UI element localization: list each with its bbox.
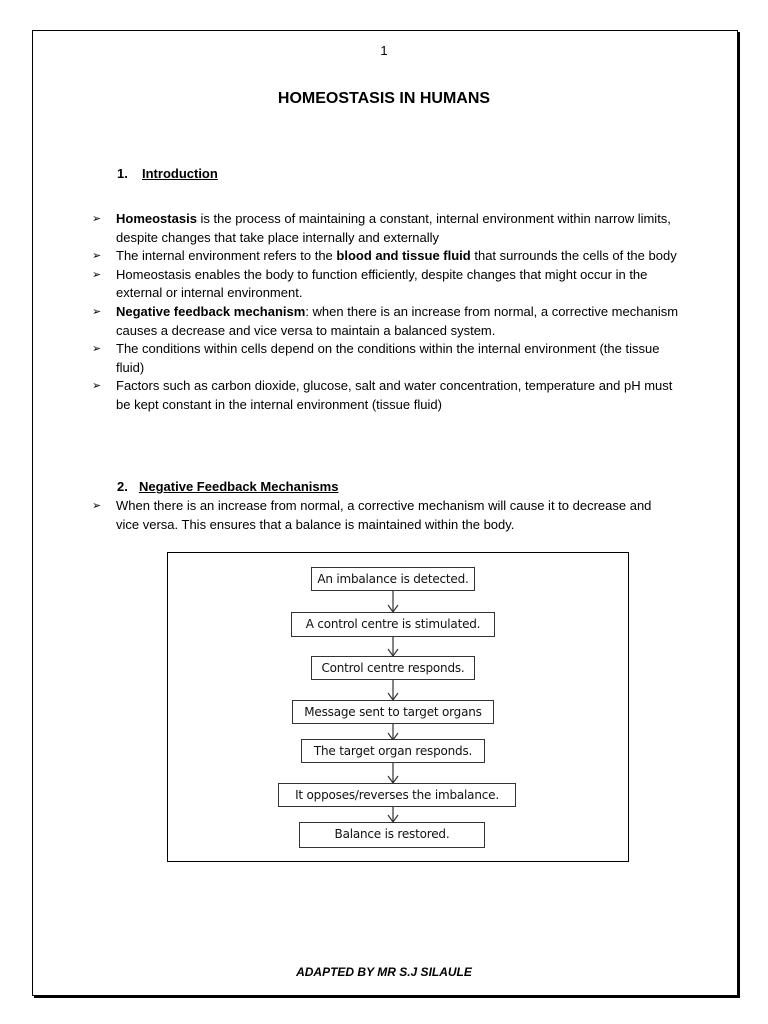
list-item (92, 377, 682, 414)
list-item (92, 340, 682, 377)
bullet-arrow-icon: ➢ (92, 305, 102, 318)
bullet-text: : when there is an increase from normal, a corrective mechanism causes a decrease and vice versa to maintain a balanced system. (116, 303, 679, 338)
bullet-bold-term: blood and tissue fluid (336, 248, 471, 264)
flow-step: Message sent to target organs (292, 700, 494, 724)
section-1-heading (117, 166, 218, 181)
bullet-arrow-icon: ➢ (92, 500, 102, 512)
list-item (92, 247, 682, 266)
bullet-text: The internal environment refers to the (116, 248, 337, 264)
bullet-arrow-icon: ➢ (92, 343, 102, 356)
bullet-arrow-icon: ➢ (92, 380, 102, 393)
bullet-text: When there is an increase from normal, a corrective mechanism will cause it to decrease and vice versa. This ensures that a balance is maintained within the body. (116, 498, 652, 532)
section-1-title: Introduction (142, 166, 218, 181)
section-1-number: 1. (117, 166, 128, 181)
flow-step: Control centre responds. (311, 656, 475, 680)
list-item (92, 303, 682, 340)
flow-step: An imbalance is detected. (311, 567, 475, 591)
feedback-bullet-list (92, 497, 672, 534)
bullet-bold-term: Negative feedback mechanism (116, 303, 306, 319)
bullet-text: is the process of maintaining a constant, internal environment within narrow limits, despite changes that take place internally and externally (116, 211, 671, 245)
bullet-bold-term: Homeostasis (116, 211, 197, 226)
flow-step: The target organ responds. (301, 739, 485, 763)
flow-step: A control centre is stimulated. (291, 612, 495, 637)
page-title: HOMEOSTASIS IN HUMANS (277, 90, 491, 107)
bullet-text: Homeostasis enables the body to function efficiently, despite changes that might occur in the external or internal environment. (116, 266, 648, 301)
bullet-arrow-icon: ➢ (92, 268, 102, 281)
flow-step: It opposes/reverses the imbalance. (278, 783, 516, 807)
list-item (92, 210, 682, 247)
bullet-text: The conditions within cells depend on the conditions within the internal environment (the tissue fluid) (116, 341, 660, 375)
list-item (92, 266, 682, 303)
section-2-title: Negative Feedback Mechanisms (139, 479, 339, 494)
footer-credit: ADAPTED BY MR S.J SILAULE (296, 965, 472, 979)
bullet-arrow-icon: ➢ (92, 213, 102, 225)
bullet-text: that surrounds the cells of the body (470, 248, 677, 264)
section-2-number: 2. (117, 479, 128, 494)
page-number: 1 (380, 43, 388, 58)
flow-step: Balance is restored. (299, 822, 485, 848)
intro-bullet-list (92, 210, 682, 415)
section-2-heading (117, 479, 338, 494)
bullet-text: Factors such as carbon dioxide, glucose, salt and water concentration, temperature and pH must be kept constant in the internal environment (tissue fluid) (116, 378, 673, 412)
negative-feedback-flowchart (167, 552, 629, 862)
list-item (92, 497, 672, 534)
bullet-arrow-icon: ➢ (92, 250, 102, 263)
